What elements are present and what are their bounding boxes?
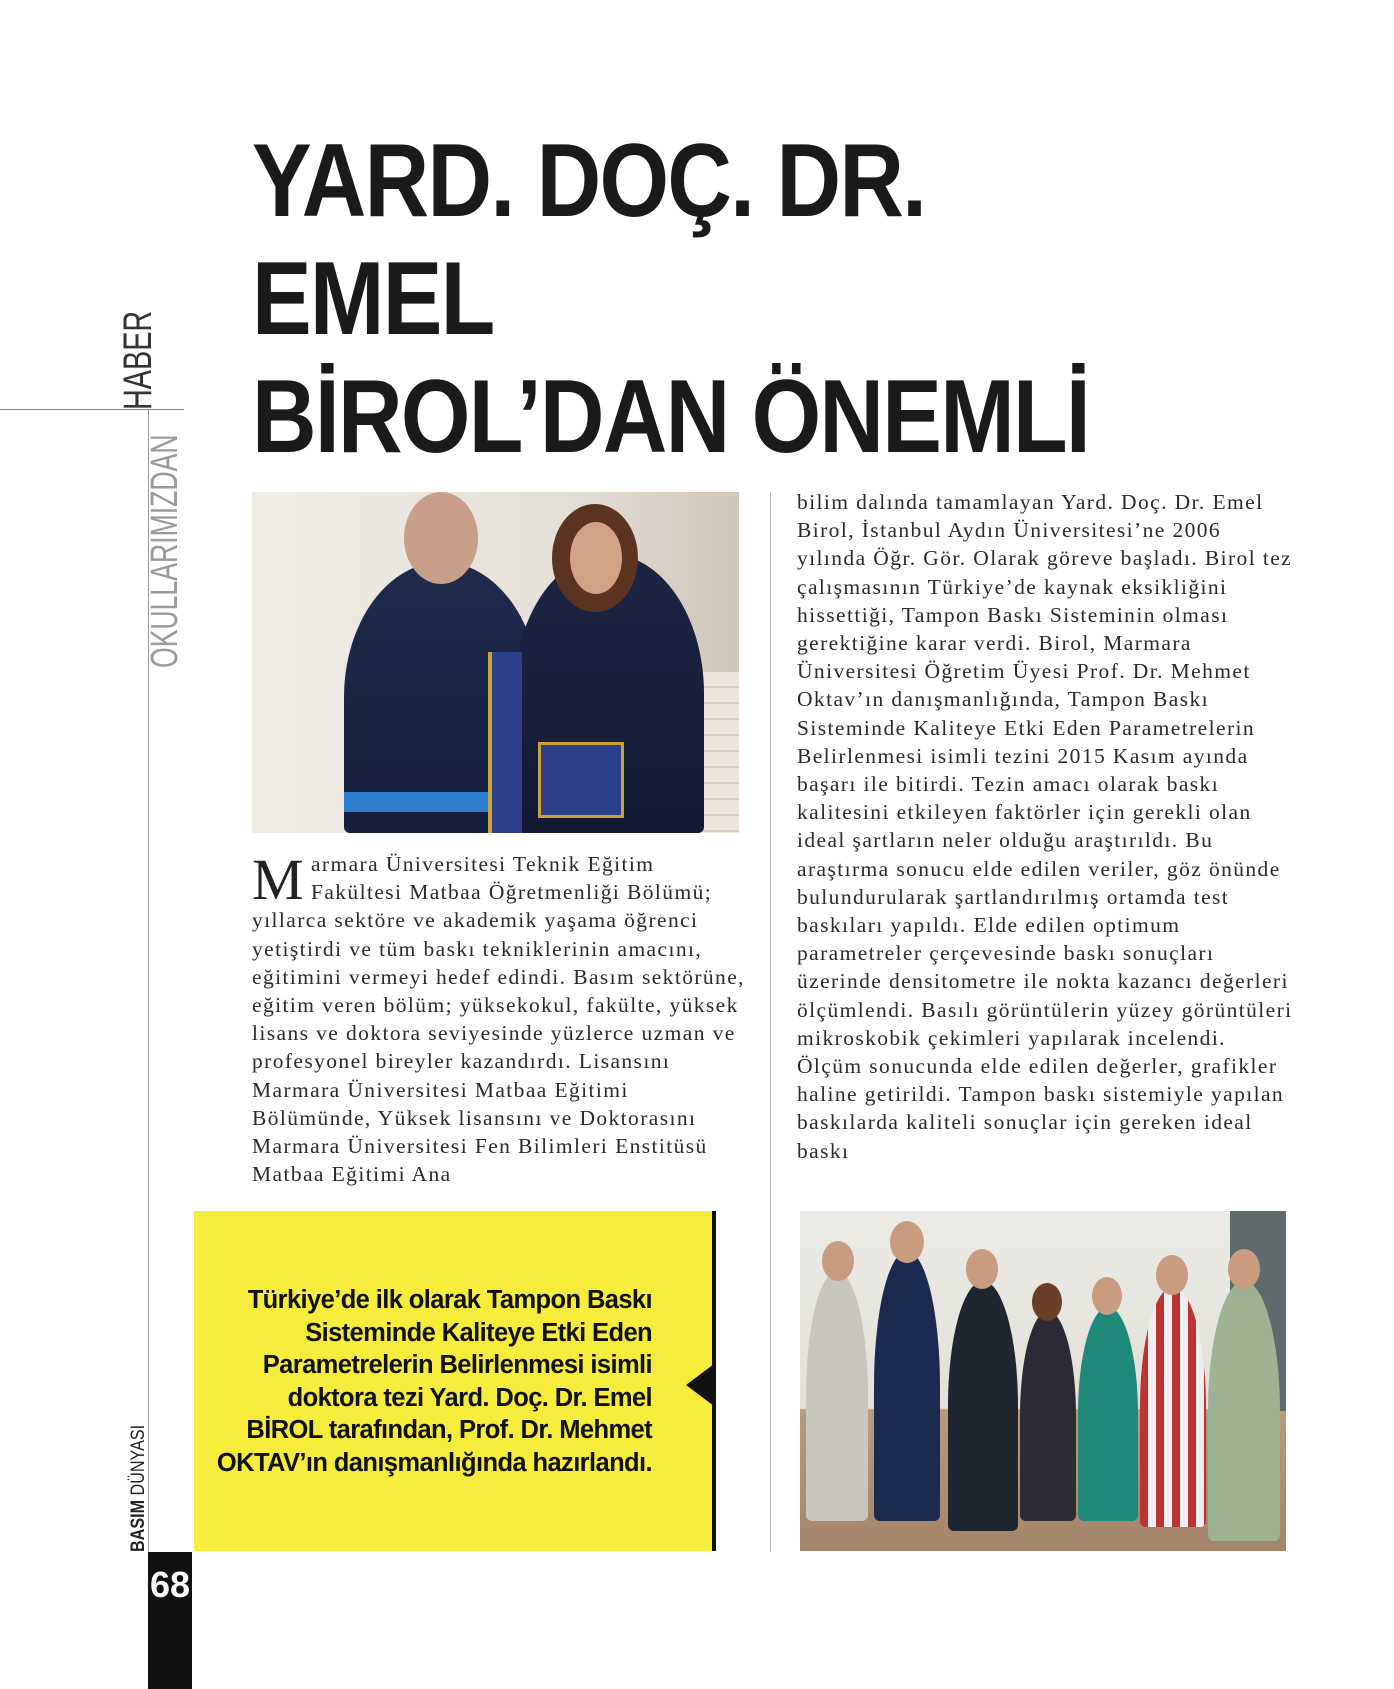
group-head-2 (890, 1221, 924, 1263)
group-head-7 (1228, 1249, 1260, 1289)
publication-brand (128, 1425, 150, 1552)
article-headline: YARD. DOÇ. DR. EMEL BİROL’DAN ÖNEMLİ (252, 123, 1090, 475)
article-body-left (252, 847, 752, 1188)
section-category: HABER (116, 310, 160, 410)
brand-bold: BASIM (128, 1499, 149, 1552)
group-head-5 (1092, 1277, 1122, 1315)
gown-stole-gold (488, 652, 522, 833)
group-person-6 (1140, 1287, 1206, 1527)
photo-graduates (252, 492, 739, 833)
section-subcategory: OKULLARIMIZDAN (144, 434, 186, 668)
group-person-7 (1208, 1281, 1280, 1541)
group-person-2 (874, 1251, 940, 1521)
brand-light: DÜNYASI (128, 1424, 149, 1496)
group-head-3 (966, 1249, 998, 1289)
man-head (404, 492, 478, 584)
photo-group (800, 1211, 1286, 1551)
gown-stole-gold-2 (538, 742, 624, 818)
group-person-5 (1078, 1307, 1138, 1521)
group-head-4 (1032, 1283, 1062, 1321)
group-head-1 (822, 1241, 854, 1281)
woman-face (570, 522, 622, 594)
group-person-3 (948, 1281, 1018, 1531)
group-person-1 (806, 1271, 868, 1521)
group-person-4 (1020, 1311, 1076, 1521)
left-column-text: armara Üniversitesi Teknik Eğitim Fakültesi Matbaa Öğretmenliği Bölümü; yıllarca sektöre ve akademik yaşama öğrenci yetiştirdi ve tüm baskı tekniklerinin amacını, eğitimini vermeyi hedef edindi. Basım sektörüne, eğitim veren bölüm; yüksekokul, fakülte, yüksek lisans ve doktora seviyesinde yüzlerce uzman ve profesyonel bireyler kazandırdı. Lisansını Marmara Üniversitesi Matbaa Eğitimi Bölümünde, Yüksek lisansını ve Doktorasını Marmara Üniversitesi Fen Bilimleri Enstitüsü Matbaa Eğitimi Ana (252, 852, 745, 1187)
drop-cap: M (252, 847, 305, 912)
column-divider (770, 492, 771, 1552)
page-number: 68 (149, 1564, 191, 1605)
article-body-right (797, 488, 1297, 1165)
group-head-6 (1156, 1255, 1188, 1295)
callout-arrow-icon (686, 1364, 714, 1406)
callout-quote: Türkiye’de ilk olarak Tampon Baskı Sisteminde Kaliteye Etki Eden Parametrelerin Belirlenmesi isimli doktora tezi Yard. Doç. Dr. Emel BİROL tarafından, Prof. Dr. Mehmet OKTAV’ın danışmanlığında hazırlandı. (216, 1286, 652, 1477)
right-column-text: bilim dalında tamamlayan Yard. Doç. Dr. Emel Birol, İstanbul Aydın Üniversitesi’ne 2006 yılında Öğr. Gör. Olarak göreve başladı. Birol tez çalışmasının Türkiye’de kaynak eksikliğini hissettiği, Tampon Baskı Sisteminin olması gerektiğine karar verdi. Birol, Marmara Üniversitesi Öğretim Üyesi Prof. Dr. Mehmet Oktav’ın danışmanlığında, Tampon Baskı Sisteminde Kaliteye Etki Eden Parametrelerin Belirlenmesi isimli tezini 2015 Kasım ayında başarı ile bitirdi. Tezin amacı olarak baskı kalitesini etkileyen faktörler için gerekli olan ideal şartların neler olduğu araştırıldı. Bu araştırma sonucu elde edilen veriler, göz önünde bulundurularak şartlandırılmış ortamda test baskıları yapıldı. Elde edilen optimum parametreler çerçevesinde baskı sonuçları üzerinde densitometre ile nokta kazancı değerleri ölçümlendi. Basılı görüntülerin yüzey görüntüleri mikroskobik çekimleri yapılarak incelendi. Ölçüm sonucunda elde edilen değerler, grafikler haline getirildi. Tampon baskı sistemiyle yapılan baskılarda kaliteli sonuçlar için gereken ideal baskı (797, 490, 1293, 1163)
